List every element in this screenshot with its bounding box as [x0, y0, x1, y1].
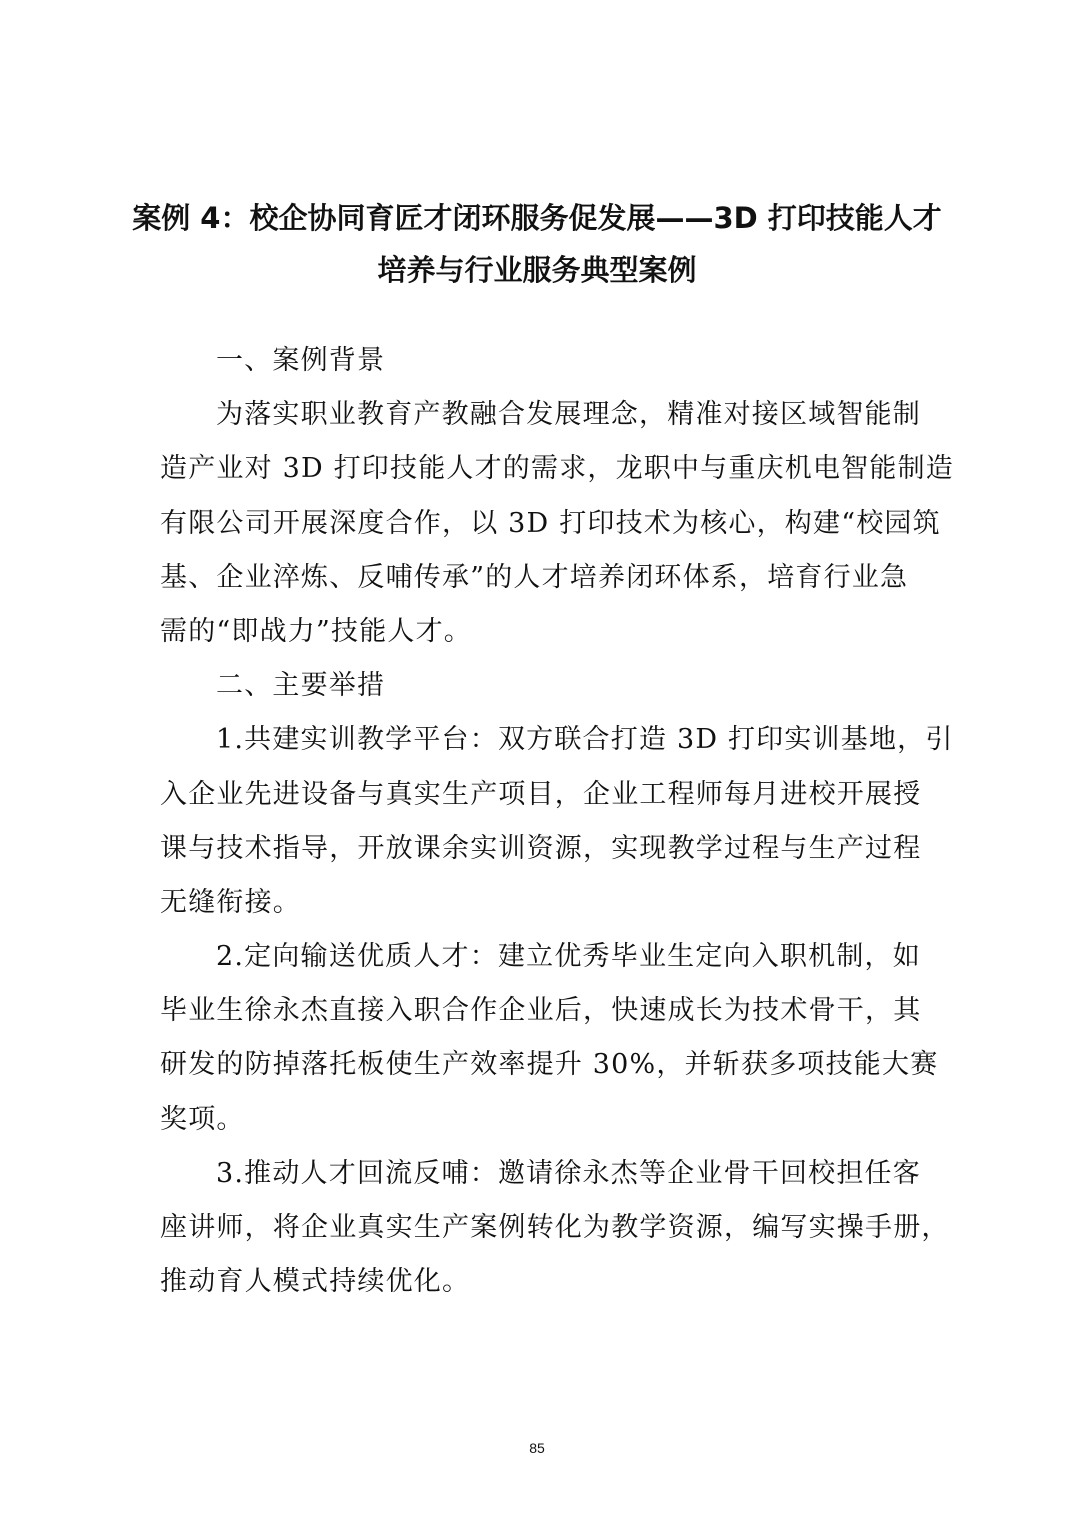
section-heading: 二、主要举措	[216, 670, 386, 702]
paragraph	[160, 388, 954, 659]
section-heading: 一、案例背景	[216, 345, 386, 376]
text-line: 需的“即战力”技能人才。	[160, 615, 473, 647]
paragraph	[160, 1147, 950, 1310]
text-line: 为落实职业教育产教融合发展理念，精准对接区域智能制	[216, 399, 921, 431]
text-line: 课与技术指导，开放课余实训资源，实现教学过程与生产过程	[160, 832, 922, 864]
text-line: 入企业先进设备与真实生产项目，企业工程师每月进校开展授	[160, 778, 922, 810]
text-line: 座讲师，将企业真实生产案例转化为教学资源，编写实操手册，	[160, 1212, 950, 1243]
text-line: 无缝衔接。	[160, 886, 301, 918]
text-line: 奖项。	[160, 1103, 245, 1135]
text-line: 有限公司开展深度合作，以 3D 打印技术为核心，构建“校园筑	[160, 507, 941, 539]
text-line: 推动育人模式持续优化。	[160, 1266, 471, 1298]
page-number: 85	[529, 1440, 545, 1456]
text-line: 毕业生徐永杰直接入职合作企业后，快速成长为技术骨干，其	[160, 995, 922, 1027]
paragraph	[160, 713, 954, 930]
text-line: 3.推动人才回流反哺：邀请徐永杰等企业骨干回校担任客	[216, 1157, 921, 1189]
text-line: 基、企业淬炼、反哺传承”的人才培养闭环体系，培育行业急	[160, 561, 909, 593]
document-title-line-1: 案例 4：校企协同育匠才闭环服务促发展——3D 打印技能人才	[132, 201, 942, 235]
document-body	[160, 334, 954, 1309]
text-line: 2.定向输送优质人才：建立优秀毕业生定向入职机制，如	[216, 941, 921, 973]
text-line: 研发的防掉落托板使生产效率提升 30%，并斩获多项技能大赛	[160, 1049, 939, 1081]
document-title-line-2: 培养与行业服务典型案例	[377, 253, 697, 287]
paragraph	[160, 930, 950, 1147]
paragraph	[160, 334, 950, 388]
text-line: 1.共建实训教学平台：双方联合打造 3D 打印实训基地，引	[216, 724, 954, 756]
text-line: 造产业对 3D 打印技能人才的需求，龙职中与重庆机电智能制造	[160, 453, 954, 485]
paragraph	[160, 659, 950, 713]
